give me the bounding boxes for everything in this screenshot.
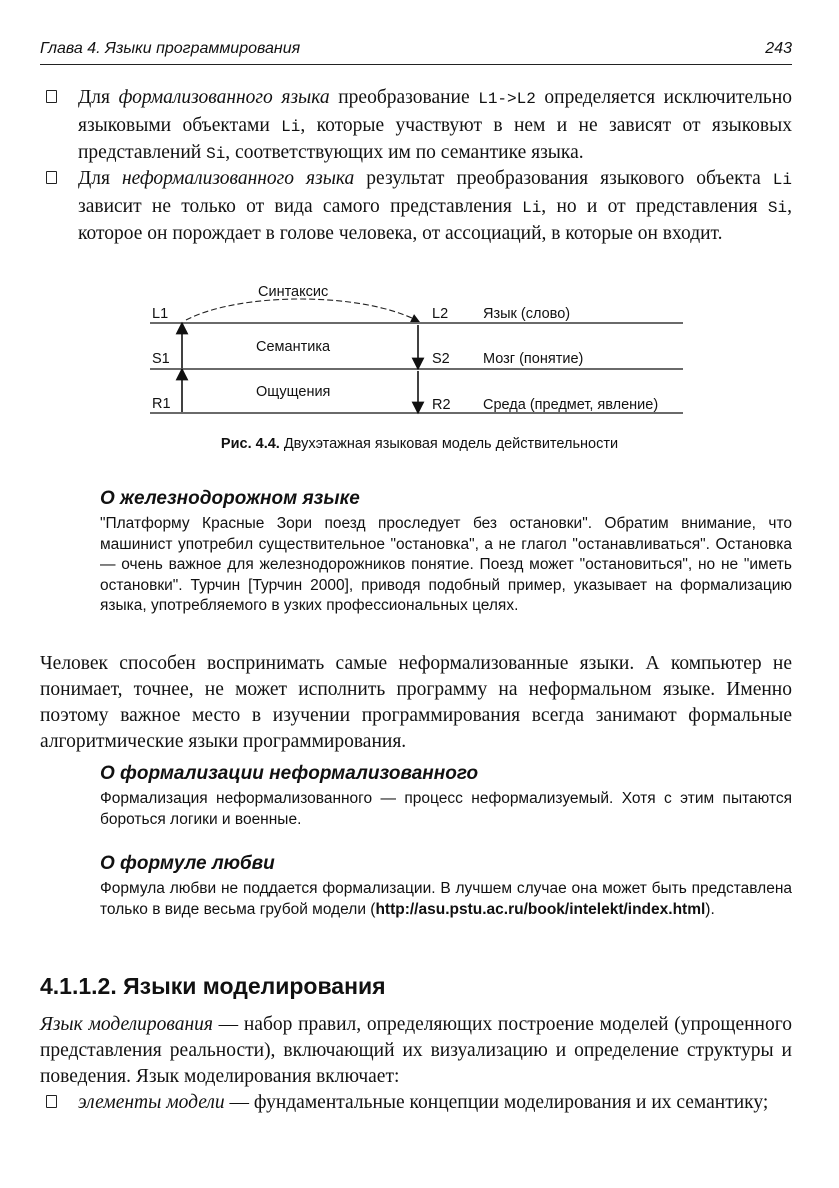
square-bullet-icon: [46, 90, 57, 103]
list-item: [40, 85, 792, 168]
code-token: Si: [206, 145, 226, 163]
left-label-r1: R1: [152, 396, 171, 412]
code-token: L1->L2: [478, 90, 536, 108]
bullet-text: элементы модели — фундаментальные концепции моделирования и их семантику;: [78, 1092, 769, 1113]
level-name-environment: Среда (предмет, явление): [483, 397, 659, 413]
term: элементы модели: [78, 1092, 225, 1113]
sidebar-note-railway: [100, 488, 792, 617]
sidebar-note-love: [100, 853, 792, 920]
sensations-label: Ощущения: [256, 384, 331, 400]
language-model-diagram: [150, 282, 690, 422]
code-token: Li: [522, 198, 542, 217]
caption-number: Рис. 4.4.: [220, 436, 280, 452]
url-link[interactable]: http://asu.pstu.ac.ru/book/intelekt/index.html: [375, 900, 706, 918]
term: формализованного языка: [118, 87, 330, 108]
right-label-r2: R2: [432, 397, 451, 413]
term: неформализованного языка: [122, 168, 355, 189]
sidebar-title: О формализации неформализованного: [100, 763, 479, 784]
sidebar-title: О железнодорожном языке: [100, 488, 360, 509]
bullet-text: Для неформализованного языка результат преобразования языкового объекта Li зависит не только от вида самого представления Li, но и от представления Si, которое он порождает в голове человека, от ассоциаций, в которые он входит.: [78, 168, 792, 244]
right-label-s2: S2: [432, 351, 450, 367]
figure-caption: [0, 436, 839, 452]
semantics-label: Семантика: [256, 339, 331, 355]
chapter-title: Глава 4. Языки программирования: [40, 40, 301, 57]
bullet-text: Для формализованного языка преобразование L1->L2 определяется исключительно языковыми объектами Li, которые участвуют в нем и не зависят от языковых представлений Si, соответствующих им по семантике языка.: [78, 87, 792, 163]
square-bullet-icon: [46, 1095, 57, 1108]
body-paragraph: Человек способен воспринимать самые неформализованные языки. А компьютер не понимает, точнее, не может исполнить программу на неформальном языке. Именно поэтому важное место в изучении программирования всегда занимают формальные алгоритмические языки программирования.: [40, 653, 792, 752]
page-number: 243: [765, 40, 792, 57]
sidebar-body: Формализация неформализованного — процесс неформализуемый. Хотя с этим пытаются бороться логики и военные.: [100, 790, 792, 828]
level-name-language: Язык (слово): [483, 306, 571, 322]
sidebar-body: "Платформу Красные Зори поезд проследует без остановки". Обратим внимание, что машинист употребил существительное "остановка", а не глагол "останавливаться". Остановка — очень важное для железнодорожников понятие. Поезд может "остановиться", но не "иметь остановки". Турчин [Турчин 2000], приводя подобный пример, указывает на формализацию языка, употребляемого в узких профессиональных целях.: [100, 515, 792, 614]
sidebar-note-formalization: [100, 763, 792, 830]
syntax-label: Синтаксис: [258, 284, 329, 300]
list-item: [40, 166, 792, 248]
right-label-l2: L2: [432, 306, 449, 322]
section-heading: 4.1.1.2. Языки моделирования: [40, 973, 386, 999]
left-label-l1: L1: [152, 306, 169, 322]
sidebar-body: Формула любви не поддается формализации. В лучшем случае она может быть представлена только в виде весьма грубой модели (http://asu.pstu.ac.ru/book/intelekt/index.html).: [100, 880, 792, 918]
code-token: Li: [281, 117, 301, 136]
code-token: Si: [767, 198, 788, 217]
left-label-s1: S1: [152, 351, 170, 367]
level-name-brain: Мозг (понятие): [483, 351, 584, 367]
list-item: [40, 1090, 792, 1117]
page-header: [40, 38, 792, 65]
code-token: Li: [772, 171, 792, 189]
caption-text: Двухэтажная языковая модель действительности: [283, 436, 619, 452]
term: Язык моделирования: [40, 1014, 213, 1035]
definition-paragraph: Язык моделирования — набор правил, определяющих построение моделей (упрощенного представления реальности), включающий их визуализацию и определение структуры и поведения. Язык моделирования включает:: [40, 1014, 792, 1087]
sidebar-title: О формуле любви: [100, 853, 275, 874]
square-bullet-icon: [46, 171, 57, 184]
syntax-arc: [186, 299, 416, 320]
